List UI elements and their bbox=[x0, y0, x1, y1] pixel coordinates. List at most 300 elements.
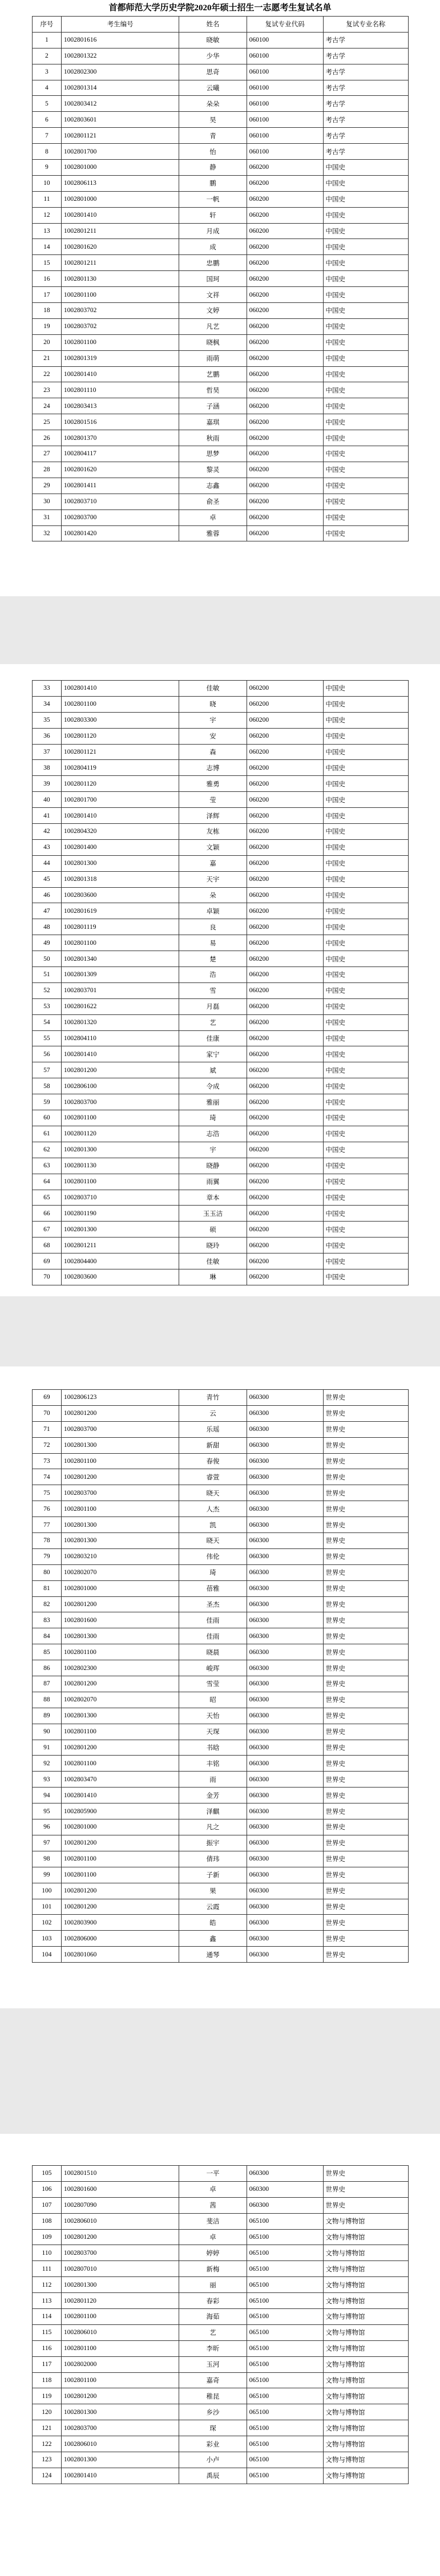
row-number: 87 bbox=[33, 1676, 62, 1692]
major-code: 060300 bbox=[247, 1676, 323, 1692]
candidate-id: 1002803600 bbox=[61, 887, 179, 903]
major-name: 中国史 bbox=[323, 350, 408, 366]
major-code: 060200 bbox=[247, 744, 323, 760]
row-number: 82 bbox=[33, 1596, 62, 1612]
candidate-name: 晓静 bbox=[179, 1158, 247, 1174]
major-code: 060200 bbox=[247, 1190, 323, 1206]
major-code: 060100 bbox=[247, 48, 323, 64]
candidate-name: 黎灵 bbox=[179, 462, 247, 478]
major-name: 世界史 bbox=[323, 1660, 408, 1676]
table-row bbox=[33, 334, 409, 350]
row-number: 20 bbox=[33, 334, 62, 350]
row-number: 27 bbox=[33, 446, 62, 462]
candidate-id: 1002807010 bbox=[61, 2261, 179, 2277]
table-row bbox=[33, 1269, 409, 1285]
major-code: 065100 bbox=[247, 2436, 323, 2452]
candidate-id: 1002803701 bbox=[61, 982, 179, 998]
major-name: 中国史 bbox=[323, 1142, 408, 1158]
table-row bbox=[33, 478, 409, 494]
major-name: 文物与博物馆 bbox=[323, 2356, 408, 2372]
candidate-name: 鹏 bbox=[179, 175, 247, 191]
major-name: 中国史 bbox=[323, 728, 408, 744]
candidate-id: 1002801516 bbox=[61, 414, 179, 430]
candidate-id: 1002801420 bbox=[61, 525, 179, 541]
table-row bbox=[33, 64, 409, 80]
table-row bbox=[33, 144, 409, 160]
major-name: 文物与博物馆 bbox=[323, 2245, 408, 2261]
table-row bbox=[33, 1485, 409, 1501]
major-name: 文物与博物馆 bbox=[323, 2436, 408, 2452]
table-row bbox=[33, 2181, 409, 2197]
row-number: 29 bbox=[33, 478, 62, 494]
table-row bbox=[33, 2436, 409, 2452]
major-code: 065100 bbox=[247, 2293, 323, 2309]
row-number: 55 bbox=[33, 1030, 62, 1046]
table-row bbox=[33, 382, 409, 398]
major-name: 中国史 bbox=[323, 982, 408, 998]
table-row bbox=[33, 1548, 409, 1564]
major-code: 065100 bbox=[247, 2468, 323, 2484]
candidate-id: 1002803700 bbox=[61, 509, 179, 525]
major-code: 060200 bbox=[247, 1030, 323, 1046]
candidate-name: 艺鹏 bbox=[179, 366, 247, 382]
candidate-id: 1002801300 bbox=[61, 2452, 179, 2468]
candidate-id: 1002806010 bbox=[61, 2324, 179, 2340]
row-number: 14 bbox=[33, 239, 62, 255]
table-row bbox=[33, 414, 409, 430]
candidate-id: 1002801700 bbox=[61, 144, 179, 160]
table-row bbox=[33, 1819, 409, 1835]
row-number: 91 bbox=[33, 1740, 62, 1756]
row-number: 11 bbox=[33, 191, 62, 207]
major-name: 世界史 bbox=[323, 1915, 408, 1931]
major-name: 世界史 bbox=[323, 1708, 408, 1724]
row-number: 89 bbox=[33, 1708, 62, 1724]
row-number: 106 bbox=[33, 2181, 62, 2197]
row-number: 5 bbox=[33, 96, 62, 112]
candidate-id: 1002801616 bbox=[61, 32, 179, 48]
major-code: 060200 bbox=[247, 1126, 323, 1142]
candidate-name: 晓晨 bbox=[179, 1644, 247, 1660]
table-row bbox=[33, 80, 409, 96]
table-row bbox=[33, 1517, 409, 1533]
candidate-id: 1002803702 bbox=[61, 303, 179, 319]
candidate-id: 1002801300 bbox=[61, 1533, 179, 1549]
candidate-id: 1002801300 bbox=[61, 1222, 179, 1238]
major-name: 中国史 bbox=[323, 334, 408, 350]
row-number: 71 bbox=[33, 1421, 62, 1437]
major-name: 中国史 bbox=[323, 681, 408, 697]
candidate-name: 果 bbox=[179, 1883, 247, 1899]
row-number: 49 bbox=[33, 935, 62, 951]
table-row bbox=[33, 509, 409, 525]
major-code: 060300 bbox=[247, 1803, 323, 1819]
candidate-id: 1002801100 bbox=[61, 1724, 179, 1740]
major-code: 060200 bbox=[247, 1238, 323, 1253]
major-code: 060300 bbox=[247, 1867, 323, 1883]
major-name: 中国史 bbox=[323, 318, 408, 334]
candidate-name: 文颖 bbox=[179, 839, 247, 855]
row-number: 116 bbox=[33, 2340, 62, 2356]
major-code: 060300 bbox=[247, 1772, 323, 1788]
major-code: 060200 bbox=[247, 350, 323, 366]
row-number: 17 bbox=[33, 287, 62, 303]
table-row bbox=[33, 776, 409, 792]
major-name: 世界史 bbox=[323, 1548, 408, 1564]
row-number: 37 bbox=[33, 744, 62, 760]
candidate-name: 家宁 bbox=[179, 1046, 247, 1062]
table-row bbox=[33, 2404, 409, 2420]
table-row bbox=[33, 1692, 409, 1708]
candidate-id: 1002801620 bbox=[61, 239, 179, 255]
page-4 bbox=[0, 2134, 440, 2576]
candidate-name: 圣杰 bbox=[179, 1596, 247, 1612]
candidate-name: 一帆 bbox=[179, 191, 247, 207]
table-row bbox=[33, 839, 409, 855]
major-code: 060200 bbox=[247, 1269, 323, 1285]
major-code: 060300 bbox=[247, 1501, 323, 1517]
major-name: 中国史 bbox=[323, 887, 408, 903]
candidate-id: 1002801410 bbox=[61, 1788, 179, 1803]
major-name: 世界史 bbox=[323, 1485, 408, 1501]
candidate-id: 1002803210 bbox=[61, 1548, 179, 1564]
candidate-id: 1002801300 bbox=[61, 2404, 179, 2420]
major-code: 060200 bbox=[247, 792, 323, 808]
table-header-row bbox=[33, 17, 409, 33]
major-code: 060200 bbox=[247, 223, 323, 239]
major-code: 065100 bbox=[247, 2340, 323, 2356]
candidate-name: 琦 bbox=[179, 1564, 247, 1580]
candidate-name: 青竹 bbox=[179, 1390, 247, 1406]
candidate-id: 1002801314 bbox=[61, 80, 179, 96]
major-name: 中国史 bbox=[323, 1126, 408, 1142]
candidate-name: 李昕 bbox=[179, 2340, 247, 2356]
candidate-id: 1002801100 bbox=[61, 696, 179, 712]
major-code: 065100 bbox=[247, 2452, 323, 2468]
major-code: 060300 bbox=[247, 1517, 323, 1533]
candidate-id: 1002803300 bbox=[61, 712, 179, 728]
row-number: 92 bbox=[33, 1756, 62, 1772]
candidate-name: 忠鹏 bbox=[179, 255, 247, 271]
row-number: 81 bbox=[33, 1580, 62, 1596]
major-code: 060200 bbox=[247, 303, 323, 319]
major-code: 060100 bbox=[247, 128, 323, 144]
row-number: 66 bbox=[33, 1206, 62, 1222]
table-row bbox=[33, 255, 409, 271]
candidate-id: 1002803700 bbox=[61, 2420, 179, 2436]
candidate-name: 少华 bbox=[179, 48, 247, 64]
candidate-name: 青 bbox=[179, 128, 247, 144]
candidate-name: 人杰 bbox=[179, 1501, 247, 1517]
candidate-id: 1002801411 bbox=[61, 478, 179, 494]
candidate-id: 1002801400 bbox=[61, 839, 179, 855]
major-name: 文物与博物馆 bbox=[323, 2229, 408, 2245]
row-number: 33 bbox=[33, 681, 62, 697]
row-number: 32 bbox=[33, 525, 62, 541]
candidate-name: 泽辉 bbox=[179, 808, 247, 824]
candidate-name: 振宇 bbox=[179, 1835, 247, 1851]
candidate-name: 子涵 bbox=[179, 398, 247, 414]
row-number: 46 bbox=[33, 887, 62, 903]
row-number: 118 bbox=[33, 2372, 62, 2388]
table-row bbox=[33, 2277, 409, 2293]
major-code: 060200 bbox=[247, 1046, 323, 1062]
candidate-name: 晓天 bbox=[179, 1533, 247, 1549]
candidate-name: 令成 bbox=[179, 1078, 247, 1094]
row-number: 96 bbox=[33, 1819, 62, 1835]
candidate-id: 1002803412 bbox=[61, 96, 179, 112]
candidate-name: 雪莹 bbox=[179, 1676, 247, 1692]
major-code: 060200 bbox=[247, 271, 323, 287]
candidate-name: 硕 bbox=[179, 1222, 247, 1238]
table-row bbox=[33, 1580, 409, 1596]
candidate-id: 1002802300 bbox=[61, 1660, 179, 1676]
major-name: 文物与博物馆 bbox=[323, 2468, 408, 2484]
major-code: 060200 bbox=[247, 855, 323, 871]
major-name: 世界史 bbox=[323, 2181, 408, 2197]
major-name: 中国史 bbox=[323, 1238, 408, 1253]
major-name: 世界史 bbox=[323, 1867, 408, 1883]
table-row bbox=[33, 1469, 409, 1485]
candidate-id: 1002801340 bbox=[61, 951, 179, 967]
candidate-id: 1002801100 bbox=[61, 935, 179, 951]
table-row bbox=[33, 112, 409, 128]
candidate-name: 志鑫 bbox=[179, 478, 247, 494]
major-code: 060300 bbox=[247, 1851, 323, 1867]
candidate-name: 朵朵 bbox=[179, 96, 247, 112]
major-code: 060200 bbox=[247, 175, 323, 191]
major-code: 060200 bbox=[247, 509, 323, 525]
table-row bbox=[33, 1803, 409, 1819]
major-code: 060200 bbox=[247, 982, 323, 998]
major-code: 065100 bbox=[247, 2324, 323, 2340]
candidate-id: 1002803700 bbox=[61, 1421, 179, 1437]
table-row bbox=[33, 128, 409, 144]
candidate-id: 1002801200 bbox=[61, 1835, 179, 1851]
major-name: 世界史 bbox=[323, 2166, 408, 2182]
major-name: 世界史 bbox=[323, 1788, 408, 1803]
row-number: 105 bbox=[33, 2166, 62, 2182]
candidate-name: 卓颖 bbox=[179, 903, 247, 919]
major-name: 中国史 bbox=[323, 160, 408, 176]
candidate-name: 森 bbox=[179, 744, 247, 760]
table-row bbox=[33, 1915, 409, 1931]
major-name: 中国史 bbox=[323, 1030, 408, 1046]
major-code: 060300 bbox=[247, 1469, 323, 1485]
page-1 bbox=[0, 0, 440, 596]
table-row bbox=[33, 1772, 409, 1788]
table-row bbox=[33, 1740, 409, 1756]
candidate-id: 1002803700 bbox=[61, 2245, 179, 2261]
major-name: 中国史 bbox=[323, 1078, 408, 1094]
major-code: 060300 bbox=[247, 1819, 323, 1835]
candidate-name: 月成 bbox=[179, 223, 247, 239]
major-code: 060200 bbox=[247, 696, 323, 712]
table-row bbox=[33, 1612, 409, 1628]
candidate-id: 1002801200 bbox=[61, 1469, 179, 1485]
table-row bbox=[33, 1867, 409, 1883]
candidate-name: 思梦 bbox=[179, 446, 247, 462]
row-number: 3 bbox=[33, 64, 62, 80]
candidate-id: 1002806000 bbox=[61, 1931, 179, 1947]
major-code: 060300 bbox=[247, 1628, 323, 1644]
candidate-name: 琦 bbox=[179, 1110, 247, 1126]
major-name: 中国史 bbox=[323, 255, 408, 271]
candidate-name: 睿萱 bbox=[179, 1469, 247, 1485]
table-row bbox=[33, 1835, 409, 1851]
candidate-name: 嘉 bbox=[179, 855, 247, 871]
major-code: 065100 bbox=[247, 2213, 323, 2229]
major-code: 060300 bbox=[247, 1533, 323, 1549]
row-number: 41 bbox=[33, 808, 62, 824]
row-number: 43 bbox=[33, 839, 62, 855]
table-row bbox=[33, 1253, 409, 1269]
row-number: 111 bbox=[33, 2261, 62, 2277]
candidate-name: 卓 bbox=[179, 2229, 247, 2245]
major-name: 中国史 bbox=[323, 287, 408, 303]
major-name: 中国史 bbox=[323, 382, 408, 398]
row-number: 124 bbox=[33, 2468, 62, 2484]
major-code: 060200 bbox=[247, 887, 323, 903]
major-code: 060200 bbox=[247, 414, 323, 430]
row-number: 72 bbox=[33, 1437, 62, 1453]
row-number: 2 bbox=[33, 48, 62, 64]
major-code: 060300 bbox=[247, 1437, 323, 1453]
major-name: 世界史 bbox=[323, 1835, 408, 1851]
table-row bbox=[33, 1437, 409, 1453]
candidate-id: 1002801100 bbox=[61, 1644, 179, 1660]
candidate-id: 1002801410 bbox=[61, 207, 179, 223]
candidate-name: 莹 bbox=[179, 792, 247, 808]
candidate-name: 玉河 bbox=[179, 2356, 247, 2372]
candidate-name: 良 bbox=[179, 919, 247, 935]
major-name: 中国史 bbox=[323, 808, 408, 824]
candidate-id: 1002801120 bbox=[61, 776, 179, 792]
candidate-id: 1002801100 bbox=[61, 1851, 179, 1867]
row-number: 78 bbox=[33, 1533, 62, 1549]
candidate-id: 1002801100 bbox=[61, 1174, 179, 1190]
candidate-name: 安 bbox=[179, 728, 247, 744]
major-code: 060200 bbox=[247, 951, 323, 967]
candidate-id: 1002801200 bbox=[61, 2229, 179, 2245]
table-row bbox=[33, 96, 409, 112]
major-code: 060200 bbox=[247, 318, 323, 334]
major-name: 中国史 bbox=[323, 462, 408, 478]
major-name: 文物与博物馆 bbox=[323, 2388, 408, 2404]
major-name: 文物与博物馆 bbox=[323, 2372, 408, 2388]
row-number: 95 bbox=[33, 1803, 62, 1819]
major-code: 060100 bbox=[247, 64, 323, 80]
table-row bbox=[33, 2372, 409, 2388]
candidate-name: 禹辰 bbox=[179, 2468, 247, 2484]
table-row bbox=[33, 32, 409, 48]
candidate-id: 1002801410 bbox=[61, 366, 179, 382]
major-code: 060200 bbox=[247, 776, 323, 792]
major-code: 060300 bbox=[247, 1485, 323, 1501]
table-row bbox=[33, 2340, 409, 2356]
major-name: 中国史 bbox=[323, 1158, 408, 1174]
table-row bbox=[33, 696, 409, 712]
major-code: 060300 bbox=[247, 1835, 323, 1851]
major-code: 060200 bbox=[247, 919, 323, 935]
column-header: 序号 bbox=[33, 17, 62, 33]
candidate-id: 1002801318 bbox=[61, 871, 179, 887]
candidate-name: 琛 bbox=[179, 2420, 247, 2436]
table-row bbox=[33, 48, 409, 64]
row-number: 119 bbox=[33, 2388, 62, 2404]
major-code: 060300 bbox=[247, 1548, 323, 1564]
row-number: 70 bbox=[33, 1405, 62, 1421]
table-row bbox=[33, 935, 409, 951]
candidate-id: 1002801370 bbox=[61, 430, 179, 446]
major-name: 考古学 bbox=[323, 64, 408, 80]
candidate-id: 1002804119 bbox=[61, 760, 179, 776]
table-row bbox=[33, 1421, 409, 1437]
major-code: 060200 bbox=[247, 287, 323, 303]
row-number: 47 bbox=[33, 903, 62, 919]
row-number: 102 bbox=[33, 1915, 62, 1931]
table-row bbox=[33, 1405, 409, 1421]
candidate-name: 卓 bbox=[179, 2181, 247, 2197]
table-row bbox=[33, 1708, 409, 1724]
major-name: 考古学 bbox=[323, 80, 408, 96]
candidate-name: 俞圣 bbox=[179, 494, 247, 509]
table-row bbox=[33, 1030, 409, 1046]
major-code: 060200 bbox=[247, 998, 323, 1014]
major-code: 060300 bbox=[247, 1692, 323, 1708]
major-code: 060300 bbox=[247, 1596, 323, 1612]
major-code: 060200 bbox=[247, 1222, 323, 1238]
candidate-name: 艺 bbox=[179, 2324, 247, 2340]
major-code: 060300 bbox=[247, 1405, 323, 1421]
major-name: 世界史 bbox=[323, 1628, 408, 1644]
column-header: 复试专业代码 bbox=[247, 17, 323, 33]
row-number: 109 bbox=[33, 2229, 62, 2245]
candidate-id: 1002801211 bbox=[61, 223, 179, 239]
row-number: 90 bbox=[33, 1724, 62, 1740]
table-row bbox=[33, 1238, 409, 1253]
major-name: 中国史 bbox=[323, 1206, 408, 1222]
row-number: 117 bbox=[33, 2356, 62, 2372]
row-number: 7 bbox=[33, 128, 62, 144]
candidate-id: 1002801200 bbox=[61, 1883, 179, 1899]
major-code: 060200 bbox=[247, 334, 323, 350]
major-code: 060200 bbox=[247, 1078, 323, 1094]
candidate-name: 斐洁 bbox=[179, 2213, 247, 2229]
major-name: 世界史 bbox=[323, 1819, 408, 1835]
candidate-name: 新梅 bbox=[179, 2261, 247, 2277]
candidate-name: 卓 bbox=[179, 509, 247, 525]
row-number: 65 bbox=[33, 1190, 62, 1206]
major-name: 世界史 bbox=[323, 1453, 408, 1469]
candidate-id: 1002801120 bbox=[61, 728, 179, 744]
candidate-id: 1002801300 bbox=[61, 1517, 179, 1533]
row-number: 59 bbox=[33, 1094, 62, 1110]
candidate-id: 1002801100 bbox=[61, 1110, 179, 1126]
table-row bbox=[33, 287, 409, 303]
candidate-name: 彩业 bbox=[179, 2436, 247, 2452]
candidate-name: 云 bbox=[179, 1405, 247, 1421]
row-number: 104 bbox=[33, 1947, 62, 1963]
table-row bbox=[33, 744, 409, 760]
table-row bbox=[33, 1110, 409, 1126]
major-code: 060300 bbox=[247, 2166, 323, 2182]
row-number: 100 bbox=[33, 1883, 62, 1899]
row-number: 63 bbox=[33, 1158, 62, 1174]
table-row bbox=[33, 1756, 409, 1772]
table-row bbox=[33, 2420, 409, 2436]
row-number: 80 bbox=[33, 1564, 62, 1580]
